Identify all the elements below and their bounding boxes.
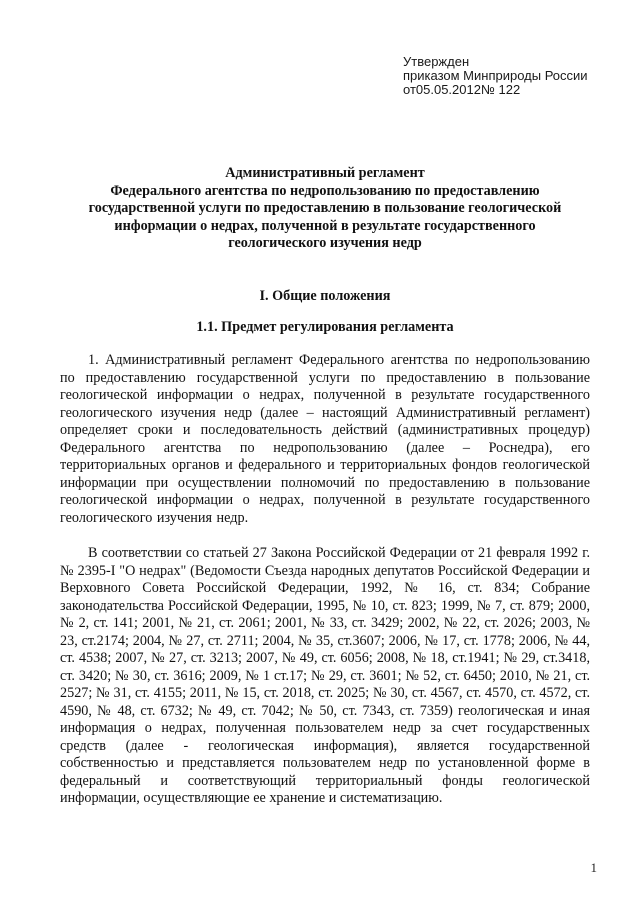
- title-line-1: Административный регламент: [225, 165, 425, 181]
- approval-stamp: [403, 55, 588, 97]
- title-line-5: геологического изучения недр: [228, 235, 422, 251]
- title-line-3: государственной услуги по предоставлению в пользование геологической: [88, 200, 562, 216]
- approval-line-approved: Утвержден: [403, 54, 470, 69]
- title-line-2: Федерального агентства по недропользованию по предоставлению: [110, 182, 540, 199]
- section-heading-general: I. Общие положения: [259, 288, 391, 304]
- approval-line-date-number: от05.05.2012№ 122: [403, 82, 521, 97]
- paragraph-2: В соответствии со статьей 27 Закона Российской Федерации от 21 февраля 1992 г. № 2395-I "О недрах" (Ведомости Съезда народных депутатов Российской Федерации и Верховного Совета Российской Федерации, 1992, № 16, ст. 834; Собрание законодательства Российской Федерации, 1995, № 10, ст. 823; 1999, № 7, ст. 879; 2000, № 2, ст. 141; 2001, № 21, ст. 2061; 2001, № 33, ст. 3429; 2002, № 22, ст. 2026; 2003, № 23, ст.2174; 2004, № 27, ст. 2711; 2004, № 35, ст.3607; 2006, № 17, ст. 1778; 2006, № 44, ст. 4538; 2007, № 27, ст. 3213; 2007, № 49, ст. 6056; 2008, № 18, ст.1941; № 29, ст.3418, ст. 3420; № 30, ст. 3616; 2009, № 1 ст.17; № 29, ст. 3601; № 52, ст. 6450; 2010, № 21, ст. 2527; № 31, ст. 4155; 2011, № 15, ст. 2018, ст. 2025; № 30, ст. 4567, ст. 4570, ст. 4572, ст. 4590, № 48, ст. 6732; № 49, ст. 7042; № 50, ст. 7343, ст. 7359) геологическая и иная информация о недрах, полученная пользователем недр за счет государственных средств (далее - геологическая информация), является государственной собственностью и представляется пользователем недр по установленной форме в федеральный и соответствующий территориальный фонды геологической информации, осуществляющие ее хранение и систематизацию.: [60, 545, 590, 806]
- page-number: 1: [590, 860, 597, 875]
- subsection-heading-subject: 1.1. Предмет регулирования регламента: [196, 319, 454, 335]
- approval-line-order: приказом Минприроды России: [403, 68, 588, 83]
- paragraph-1: 1. Административный регламент Федерального агентства по недропользованию по предоставлению государственной услуги по предоставлению в пользование геологической информации о недрах, полученной в результате государственного геологического изучения недр (далее – настоящий Административный регламент) определяет сроки и последовательность действий (административных процедур) Федерального агентства по недропользованию (далее – Роснедра), его территориальных органов и федерального и территориальных фондов геологической информации при осуществлении полномочий по предоставлению в пользование геологической информации о недрах, полученной в результате государственного геологического изучения недр.: [60, 352, 590, 526]
- title-line-4: информации о недрах, полученной в результате государственного: [114, 217, 536, 234]
- document-title: [60, 165, 590, 253]
